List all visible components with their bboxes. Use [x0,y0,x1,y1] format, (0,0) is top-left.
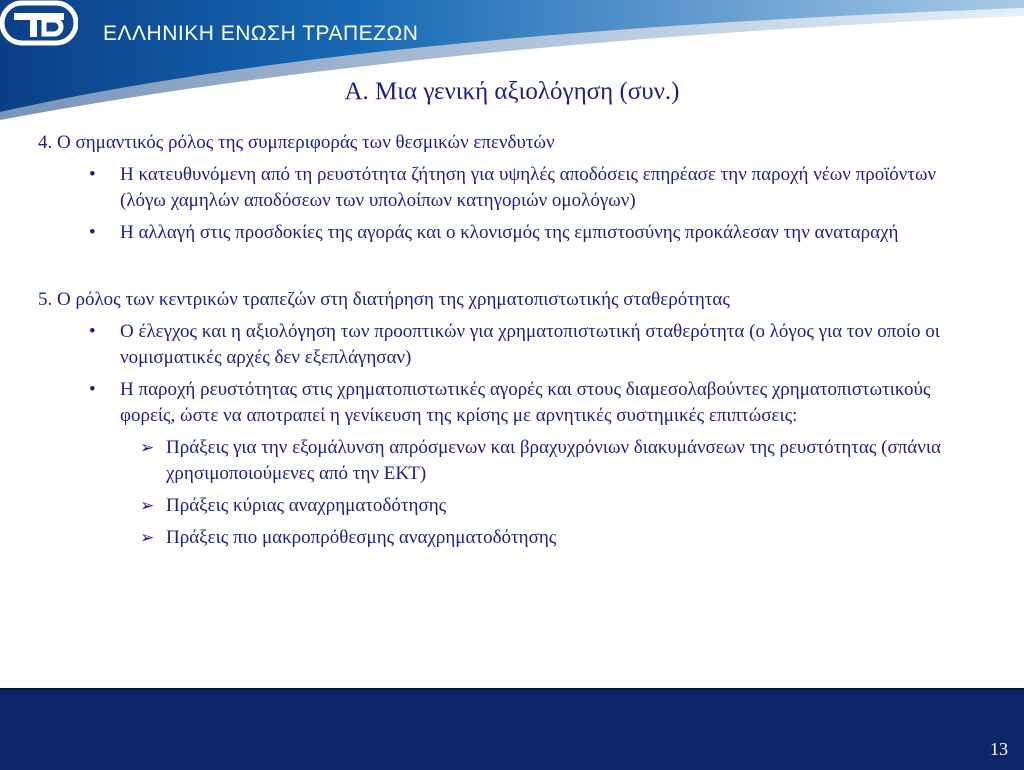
bullet-marker-icon: • [89,379,96,400]
sub-bullet-text: Πράξεις πιο μακροπρόθεσμης αναχρηματοδότησης [166,527,557,548]
sub-bullet-text: Πράξεις κύριας αναχρηματοδότησης [166,495,447,516]
arrow-bullet-icon: ➢ [140,496,155,516]
sub-bullet-item [38,525,978,551]
section-heading: 4. Ο σημαντικός ρόλος της συμπεριφοράς των θεσμικών επενδυτών [38,132,555,153]
bullet-item [38,377,978,429]
bullet-marker-icon: • [89,222,96,243]
bullet-item [38,220,978,246]
sub-bullet-item [38,435,978,487]
arrow-bullet-icon: ➢ [140,528,155,548]
bullet-text: Η παροχή ρευστότητας στις χρηματοπιστωτικές αγορές και στους διαμεσολαβούντες χρηματοπιστωτικούς φορείς, ώστε να αποτραπεί η γενίκευση της κρίσης με αρνητικές συστημικές επιπτώσεις: [120,379,931,426]
slide-footer [0,688,1024,770]
section-spacer [38,252,978,287]
bullet-marker-icon: • [89,164,96,185]
bullet-text: Η αλλαγή στις προσδοκίες της αγοράς και ο κλονισμός της εμπιστοσύνης προκάλεσαν την αναταραχή [120,222,899,243]
bullet-item [38,319,978,371]
sub-bullet-text: Πράξεις για την εξομάλυνση απρόσμενων και βραχυχρόνιων διακυμάνσεων της ρευστότητας (σπάνια χρησιμοποιούμενες από την ΕΚΤ) [166,437,941,484]
bullet-text: Ο έλεγχος και η αξιολόγηση των προοπτικών για χρηματοπιστωτική σταθερότητα (ο λόγος για τον οποίο οι νομισματικές αρχές δεν εξεπλάγησαν) [120,321,940,368]
organization-name: ΕΛΛΗΝΙΚΗ ΕΝΩΣΗ ΤΡΑΠΕΖΩΝ [103,22,419,45]
sub-bullet-item [38,493,978,519]
arrow-bullet-icon: ➢ [140,438,155,458]
section-heading: 5. Ο ρόλος των κεντρικών τραπεζών στη διατήρηση της χρηματοπιστωτικής σταθερότητας [38,289,730,310]
bullet-text: Η κατευθυνόμενη από τη ρευστότητα ζήτηση για υψηλές αποδόσεις επηρέασε την παροχή νέων προϊόντων (λόγω χαμηλών αποδόσεων των υπολοίπων κατηγοριών ομολόγων) [120,164,937,211]
bullet-item [38,162,978,214]
slide-title: Α. Μια γενική αξιολόγηση (συν.) [344,78,680,105]
slide-body [38,130,978,557]
page-number: 13 [990,739,1008,759]
hellenic-bank-association-logo-icon [0,0,78,46]
bullet-marker-icon: • [89,321,96,342]
